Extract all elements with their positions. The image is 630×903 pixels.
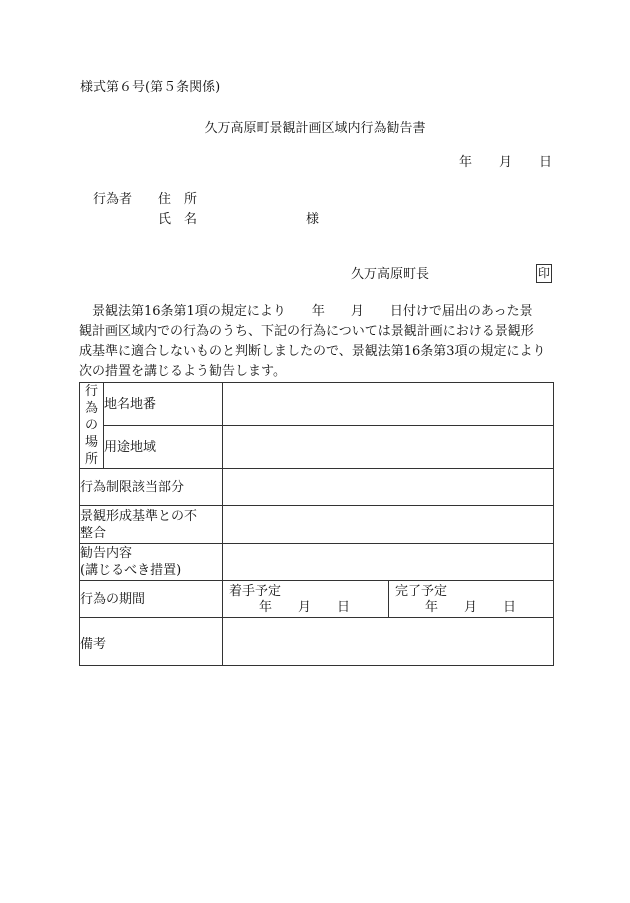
start-ymd: 年 月 日 bbox=[259, 600, 351, 615]
place-vertical-label: 行 為 の 場 所 bbox=[80, 383, 104, 469]
zoning-field bbox=[223, 426, 554, 469]
body-paragraph bbox=[79, 302, 554, 382]
seal-mark: 印 bbox=[536, 264, 552, 283]
body-line: 次の措置を講じるよう勧告します。 bbox=[79, 364, 286, 379]
restricted-part-field bbox=[223, 469, 554, 506]
end-date-cell bbox=[389, 581, 554, 618]
name-label: 氏 名 bbox=[158, 212, 198, 227]
honorific: 様 bbox=[306, 212, 320, 227]
form-number: 様式第６号(第５条関係) bbox=[80, 80, 221, 95]
lot-number-label: 地名地番 bbox=[104, 383, 223, 426]
lot-number-field bbox=[223, 383, 554, 426]
nonconformity-field bbox=[223, 506, 554, 544]
advice-content-label: 勧告内容 (講じるべき措置) bbox=[80, 544, 223, 581]
issuer-title: 久万高原町長 bbox=[351, 267, 430, 282]
remarks-label: 備考 bbox=[80, 618, 223, 666]
document-title: 久万高原町景観計画区域内行為勧告書 bbox=[204, 121, 426, 136]
date-day: 日 bbox=[539, 155, 553, 170]
body-line: 成基準に適合しないものと判断しましたので、景観法第16条第3項の規定により bbox=[79, 344, 546, 359]
advice-content-field bbox=[223, 544, 554, 581]
end-label: 完了予定 bbox=[395, 584, 448, 599]
body-line: 景観法第16条第1項の規定により 年 月 日付けで届出のあった景 bbox=[79, 304, 533, 319]
restricted-part-label: 行為制限該当部分 bbox=[80, 469, 223, 506]
start-date-cell bbox=[223, 581, 389, 618]
date-month: 月 bbox=[499, 155, 513, 170]
remarks-field bbox=[223, 618, 554, 666]
address-label: 住 所 bbox=[158, 192, 198, 207]
recommendation-table bbox=[79, 382, 554, 666]
end-ymd: 年 月 日 bbox=[425, 600, 517, 615]
zoning-label: 用途地域 bbox=[104, 426, 223, 469]
body-line: 観計画区域内での行為のうち、下記の行為については景観計画における景観形 bbox=[79, 324, 534, 339]
period-label: 行為の期間 bbox=[80, 581, 223, 618]
date-year: 年 bbox=[459, 155, 473, 170]
actor-label: 行為者 bbox=[93, 192, 133, 207]
start-label: 着手予定 bbox=[229, 584, 282, 599]
nonconformity-label: 景観形成基準との不 整合 bbox=[80, 506, 223, 544]
